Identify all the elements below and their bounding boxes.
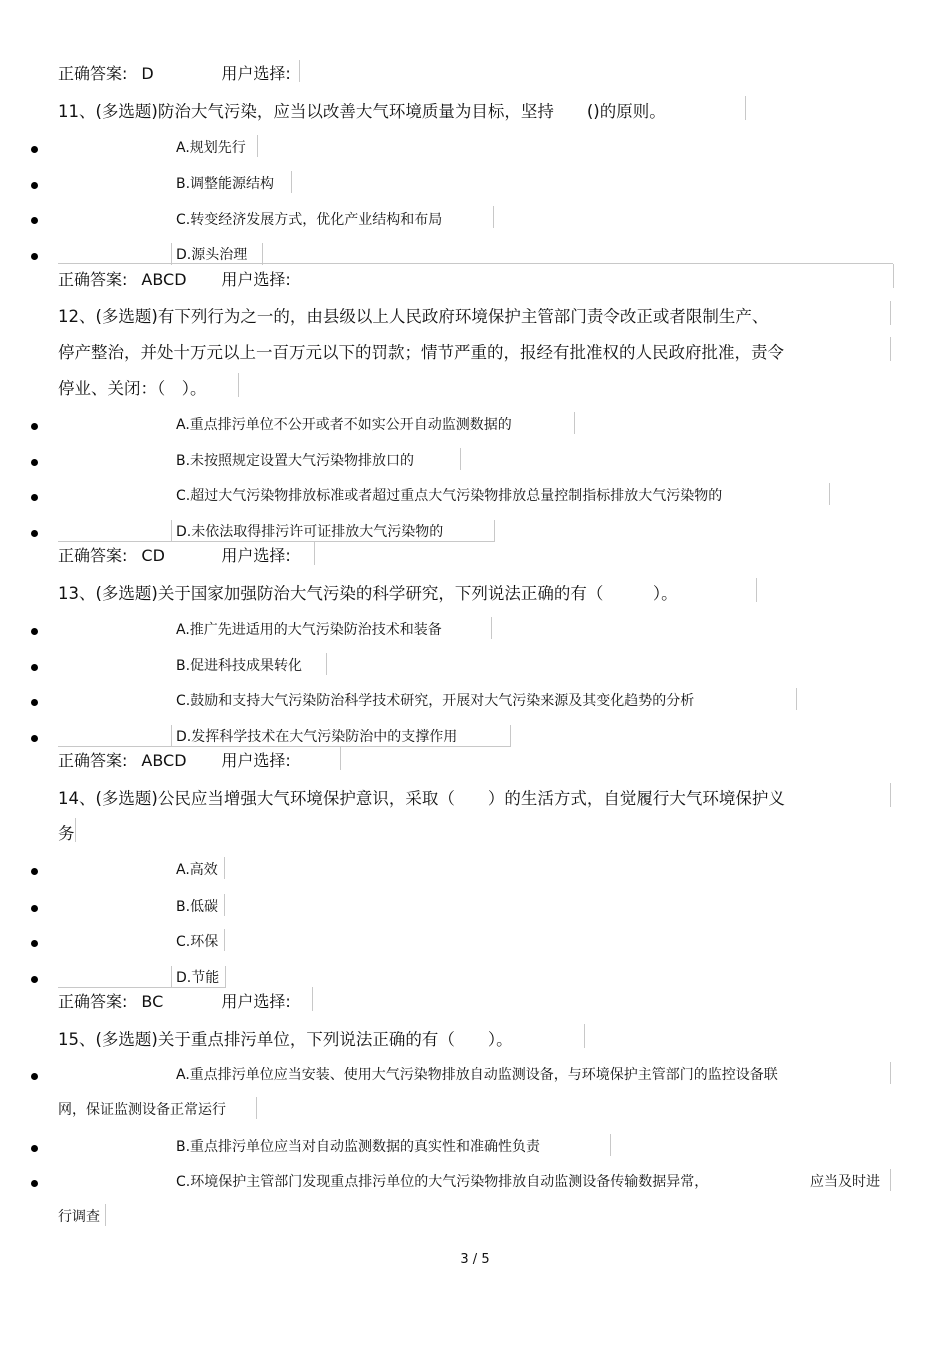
question-text: 公民应当增强大气环境保护意识，采取（ ）的生活方式，自觉履行大气环境保护义: [157, 789, 785, 808]
bullet-icon: [31, 664, 38, 671]
option-c-tail: 应当及时进: [810, 1174, 880, 1190]
bullet-icon: [31, 530, 38, 537]
bullet-icon: [31, 628, 38, 635]
option-a[interactable]: A.高效: [176, 862, 218, 878]
cell-border: [312, 987, 313, 1011]
question-text-line: 停产整治，并处十万元以上一百万元以下的罚款；情节严重的，报经有批准权的人民政府批准，责令: [58, 343, 784, 362]
question-12: [58, 303, 768, 327]
cell-border: [890, 1169, 891, 1191]
question-type: (多选题): [95, 584, 158, 603]
answer-line: [58, 267, 291, 290]
question-number: 12、: [58, 307, 96, 326]
question-type: (多选题): [95, 307, 158, 326]
cell-border: [256, 1097, 257, 1119]
answer-value: ABCD: [141, 751, 187, 770]
row-divider: [58, 541, 494, 542]
question-text: 关于重点排污单位，下列说法正确的有（ ）。: [157, 1030, 513, 1049]
bullet-icon: [31, 494, 38, 501]
question-number: 13、: [58, 584, 96, 603]
cell-border: [493, 206, 494, 228]
question-14: [58, 785, 785, 809]
cell-border: [171, 520, 172, 542]
bullet-icon: [31, 146, 38, 153]
answer-label: 正确答案:: [58, 64, 128, 83]
bullet-icon: [31, 459, 38, 466]
answer-value: CD: [141, 546, 165, 565]
option-b[interactable]: B.低碳: [176, 899, 219, 915]
answer-label: 正确答案:: [58, 546, 128, 565]
cell-border: [893, 264, 894, 288]
option-c[interactable]: C.环境保护主管部门发现重点排污单位的大气污染物排放自动监测设备传输数据异常，: [176, 1174, 709, 1190]
question-text: 关于国家加强防治大气污染的科学研究，下列说法正确的有（ ）。: [157, 584, 678, 603]
user-choice-label: 用户选择:: [221, 751, 291, 770]
question-11: [58, 98, 666, 122]
answer-value: D: [141, 64, 154, 83]
question-number: 11、: [58, 102, 96, 121]
answer-value: ABCD: [141, 270, 187, 289]
user-choice-label: 用户选择:: [221, 270, 291, 289]
question-13: [58, 580, 678, 604]
option-a[interactable]: A.重点排污单位应当安装、使用大气污染物排放自动监测设备，与环境保护主管部门的监控设备联: [176, 1067, 778, 1083]
question-text-line: 务: [58, 824, 75, 843]
bullet-icon: [31, 735, 38, 742]
cell-border: [299, 60, 300, 82]
answer-line: [58, 989, 291, 1012]
cell-border: [610, 1134, 611, 1156]
option-d[interactable]: D.节能: [176, 970, 220, 986]
cell-border: [225, 966, 226, 988]
bullet-icon: [31, 868, 38, 875]
cell-border: [75, 818, 76, 842]
option-c[interactable]: C.鼓励和支持大气污染防治科学技术研究，开展对大气污染来源及其变化趋势的分析: [176, 693, 695, 709]
user-choice-label: 用户选择:: [221, 64, 291, 83]
cell-border: [890, 1062, 891, 1084]
bullet-icon: [31, 1145, 38, 1152]
bullet-icon: [31, 1180, 38, 1187]
option-c[interactable]: C.环保: [176, 934, 219, 950]
cell-border: [796, 688, 797, 710]
bullet-icon: [31, 976, 38, 983]
question-text: 有下列行为之一的，由县级以上人民政府环境保护主管部门责令改正或者限制生产、: [157, 307, 769, 326]
cell-border: [224, 929, 225, 951]
cell-border: [340, 746, 341, 770]
bullet-icon: [31, 253, 38, 260]
option-a-continuation: 网，保证监测设备正常运行: [58, 1102, 226, 1118]
user-choice-label: 用户选择:: [221, 992, 291, 1011]
answer-line: [58, 61, 291, 84]
cell-border: [756, 578, 757, 602]
cell-border: [574, 412, 575, 434]
question-15: [58, 1026, 513, 1050]
answer-label: 正确答案:: [58, 751, 128, 770]
cell-border: [262, 243, 263, 265]
row-divider: [58, 263, 893, 264]
cell-border: [890, 301, 891, 325]
answer-value: BC: [141, 992, 164, 1011]
option-c[interactable]: C.转变经济发展方式，优化产业结构和布局: [176, 212, 443, 228]
cell-border: [745, 96, 746, 120]
option-d[interactable]: D.发挥科学技术在大气污染防治中的支撑作用: [176, 729, 458, 745]
cell-border: [460, 448, 461, 470]
cell-border: [171, 725, 172, 747]
option-c-continuation: 行调查: [58, 1209, 100, 1225]
answer-label: 正确答案:: [58, 270, 128, 289]
cell-border: [890, 337, 891, 361]
row-divider: [58, 746, 510, 747]
user-choice-label: 用户选择:: [221, 546, 291, 565]
cell-border: [494, 520, 495, 542]
question-number: 14、: [58, 789, 96, 808]
cell-border: [224, 894, 225, 916]
question-type: (多选题): [95, 102, 158, 121]
answer-label: 正确答案:: [58, 992, 128, 1011]
cell-border: [171, 966, 172, 988]
option-c[interactable]: C.超过大气污染物排放标准或者超过重点大气污染物排放总量控制指标排放大气污染物的: [176, 488, 723, 504]
question-text-line: 停业、关闭：（ ）。: [58, 379, 207, 398]
cell-border: [890, 783, 891, 807]
question-number: 15、: [58, 1030, 96, 1049]
cell-border: [291, 171, 292, 193]
bullet-icon: [31, 1073, 38, 1080]
cell-border: [257, 135, 258, 157]
bullet-icon: [31, 940, 38, 947]
bullet-icon: [31, 423, 38, 430]
cell-border: [171, 243, 172, 265]
answer-line: [58, 543, 291, 566]
option-d[interactable]: D.源头治理: [176, 247, 248, 263]
cell-border: [491, 617, 492, 639]
cell-border: [584, 1024, 585, 1048]
bullet-icon: [31, 905, 38, 912]
option-b[interactable]: B.重点排污单位应当对自动监测数据的真实性和准确性负责: [176, 1139, 541, 1155]
option-a[interactable]: A.规划先行: [176, 140, 246, 156]
row-divider: [58, 987, 225, 988]
question-type: (多选题): [95, 1030, 158, 1049]
cell-border: [224, 857, 225, 879]
page-number: 3 / 5: [460, 1252, 490, 1267]
question-text: 防治大气污染，应当以改善大气环境质量为目标，坚持 ()的原则。: [157, 102, 666, 121]
answer-line: [58, 748, 291, 771]
option-a[interactable]: A.重点排污单位不公开或者不如实公开自动监测数据的: [176, 417, 512, 433]
cell-border: [238, 373, 239, 397]
bullet-icon: [31, 217, 38, 224]
option-b[interactable]: B.促进科技成果转化: [176, 658, 303, 674]
option-b[interactable]: B.未按照规定设置大气污染物排放口的: [176, 453, 415, 469]
cell-border: [326, 653, 327, 675]
cell-border: [829, 483, 830, 505]
cell-border: [314, 541, 315, 565]
bullet-icon: [31, 182, 38, 189]
option-b[interactable]: B.调整能源结构: [176, 176, 275, 192]
cell-border: [510, 725, 511, 747]
option-a[interactable]: A.推广先进适用的大气污染防治技术和装备: [176, 622, 442, 638]
question-type: (多选题): [95, 789, 158, 808]
option-d[interactable]: D.未依法取得排污许可证排放大气污染物的: [176, 524, 444, 540]
bullet-icon: [31, 699, 38, 706]
cell-border: [105, 1204, 106, 1226]
